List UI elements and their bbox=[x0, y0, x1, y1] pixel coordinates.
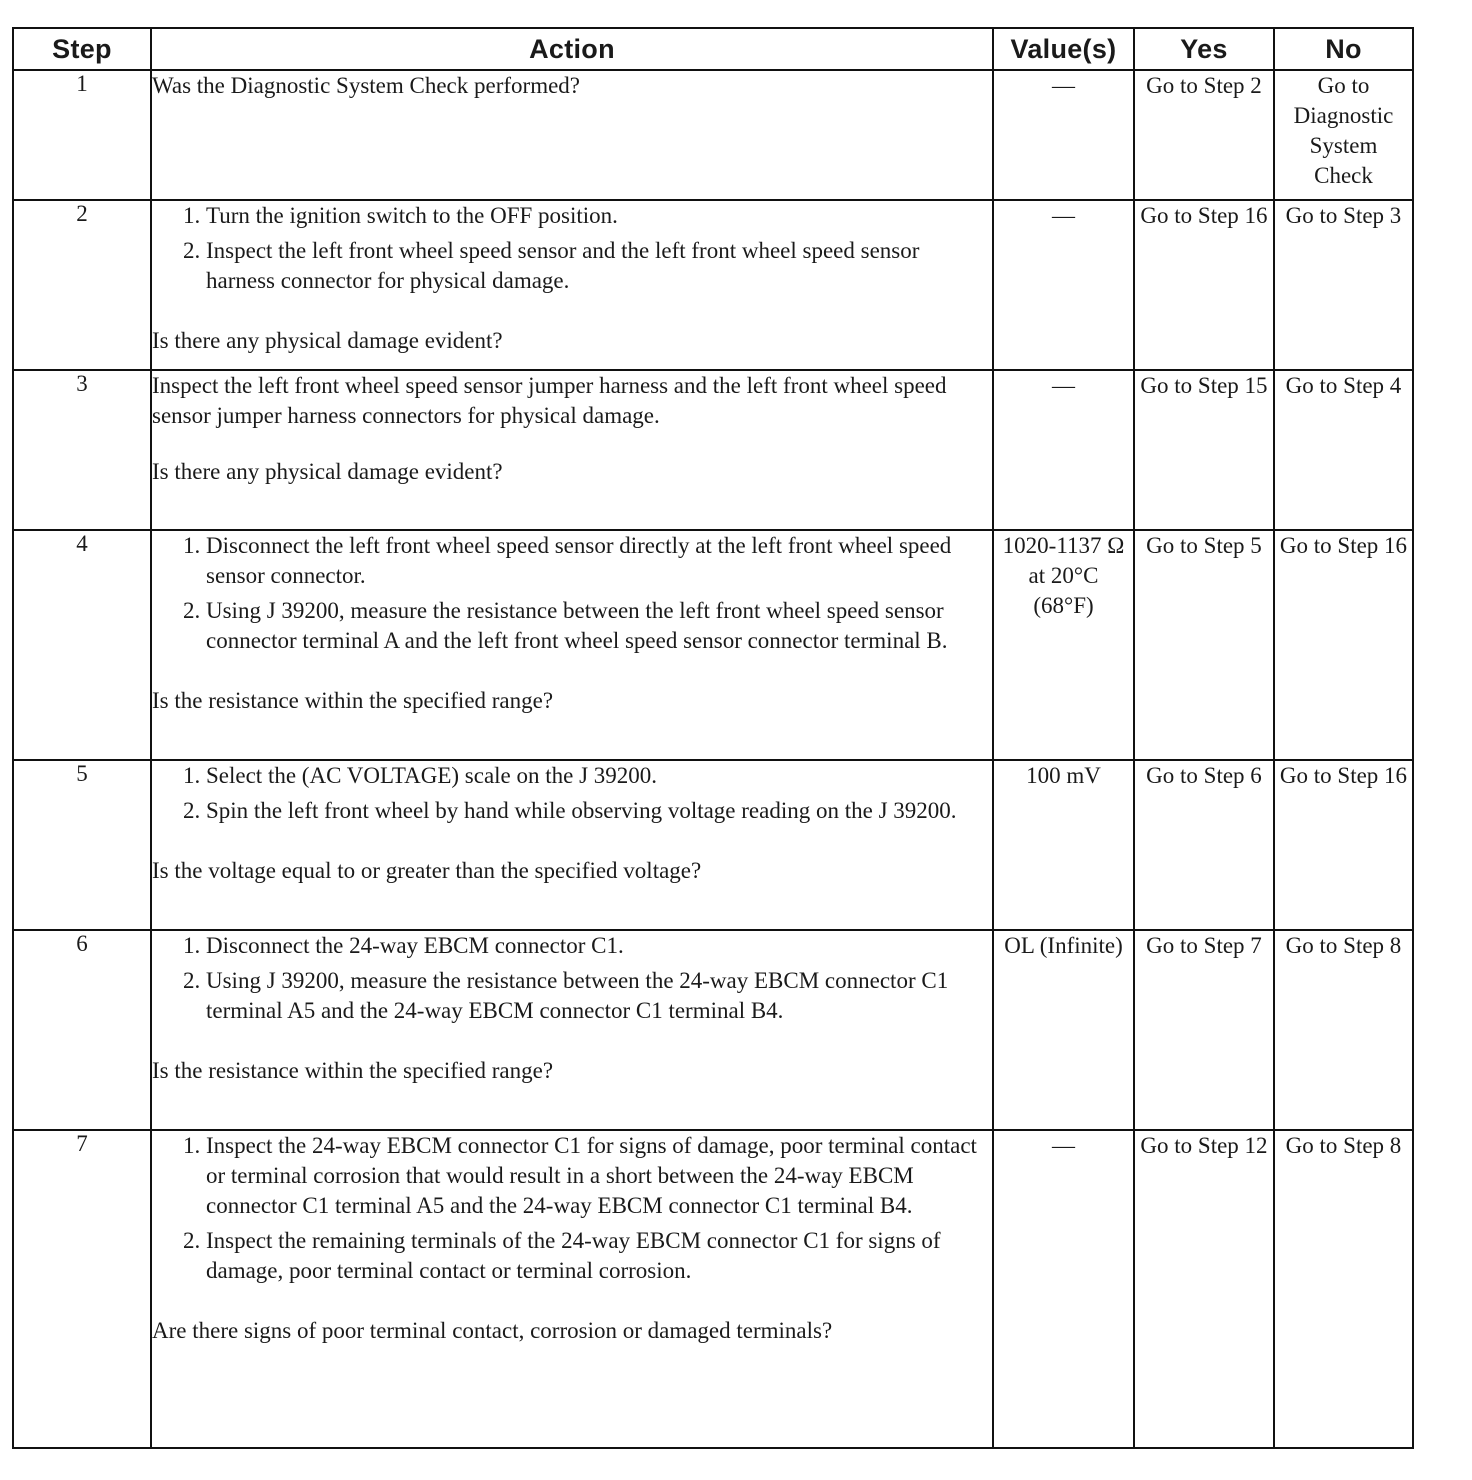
step-number: 4 bbox=[13, 530, 151, 760]
header-action: Action bbox=[151, 28, 993, 70]
action-question: Was the Diagnostic System Check performed? bbox=[152, 73, 581, 98]
action-step-item: 2. Using J 39200, measure the resistance between the left front wheel speed sensor connector terminal A and the left front wheel speed sensor connector terminal B. bbox=[206, 596, 992, 656]
action-step-item: 1. Disconnect the 24-way EBCM connector C1. bbox=[206, 931, 992, 961]
no-cell: Go to Step 16 bbox=[1274, 530, 1413, 760]
header-row bbox=[13, 28, 1413, 70]
header-no: No bbox=[1274, 28, 1413, 70]
yes-cell: Go to Step 15 bbox=[1134, 370, 1274, 530]
step-number: 7 bbox=[13, 1130, 151, 1448]
action-steps bbox=[152, 531, 992, 656]
action-intro: Inspect the left front wheel speed sensor jumper harness and the left front wheel speed sensor jumper harness connectors for physical damage. bbox=[152, 373, 947, 428]
action-step-item: 1. Select the (AC VOLTAGE) scale on the J 39200. bbox=[206, 761, 992, 791]
table-row bbox=[13, 760, 1413, 930]
action-question: Is the resistance within the specified range? bbox=[152, 1058, 554, 1083]
no-cell: Go to Step 8 bbox=[1274, 1130, 1413, 1448]
action-question: Is there any physical damage evident? bbox=[152, 328, 503, 353]
diagnostic-table bbox=[12, 27, 1414, 1449]
yes-cell: Go to Step 5 bbox=[1134, 530, 1274, 760]
yes-cell: Go to Step 12 bbox=[1134, 1130, 1274, 1448]
action-steps bbox=[152, 931, 992, 1026]
yes-cell: Go to Step 6 bbox=[1134, 760, 1274, 930]
action-step-item: 1. Turn the ignition switch to the OFF position. bbox=[206, 201, 992, 231]
action-steps bbox=[152, 761, 992, 826]
action-cell bbox=[151, 760, 993, 930]
no-cell: Go to Step 8 bbox=[1274, 930, 1413, 1130]
value-cell: — bbox=[993, 70, 1134, 200]
action-question: Is there any physical damage evident? bbox=[152, 459, 503, 484]
no-cell: Go to Diagnostic System Check bbox=[1274, 70, 1413, 200]
action-cell bbox=[151, 70, 993, 200]
action-step-item: 1. Disconnect the left front wheel speed sensor directly at the left front wheel speed sensor connector. bbox=[206, 531, 992, 591]
header-yes: Yes bbox=[1134, 28, 1274, 70]
table-row bbox=[13, 200, 1413, 370]
step-number: 5 bbox=[13, 760, 151, 930]
action-steps bbox=[152, 201, 992, 296]
table-row bbox=[13, 530, 1413, 760]
action-cell bbox=[151, 370, 993, 530]
action-step-item: 2. Inspect the left front wheel speed sensor and the left front wheel speed sensor harness connector for physical damage. bbox=[206, 236, 992, 296]
action-step-item: 2. Spin the left front wheel by hand while observing voltage reading on the J 39200. bbox=[206, 796, 992, 826]
action-cell bbox=[151, 200, 993, 370]
action-question: Is the voltage equal to or greater than the specified voltage? bbox=[152, 858, 702, 883]
header-values: Value(s) bbox=[993, 28, 1134, 70]
table-row bbox=[13, 1130, 1413, 1448]
action-question: Are there signs of poor terminal contact, corrosion or damaged terminals? bbox=[152, 1318, 833, 1343]
step-number: 6 bbox=[13, 930, 151, 1130]
table-row bbox=[13, 930, 1413, 1130]
action-steps bbox=[152, 1131, 992, 1286]
action-cell bbox=[151, 530, 993, 760]
yes-cell: Go to Step 7 bbox=[1134, 930, 1274, 1130]
value-cell: — bbox=[993, 370, 1134, 530]
header-step: Step bbox=[13, 28, 151, 70]
step-number: 2 bbox=[13, 200, 151, 370]
step-number: 3 bbox=[13, 370, 151, 530]
action-cell bbox=[151, 930, 993, 1130]
value-cell: 1020-1137 Ω at 20°C (68°F) bbox=[993, 530, 1134, 760]
value-cell: — bbox=[993, 200, 1134, 370]
action-step-item: 1. Inspect the 24-way EBCM connector C1 for signs of damage, poor terminal contact or terminal corrosion that would result in a short between the 24-way EBCM connector C1 terminal A5 and the 24-way EBCM connector C1 terminal B4. bbox=[206, 1131, 992, 1221]
value-cell: — bbox=[993, 1130, 1134, 1448]
table-row bbox=[13, 370, 1413, 530]
action-cell bbox=[151, 1130, 993, 1448]
action-step-item: 2. Inspect the remaining terminals of the 24-way EBCM connector C1 for signs of damage, poor terminal contact or terminal corrosion. bbox=[206, 1226, 992, 1286]
no-cell: Go to Step 16 bbox=[1274, 760, 1413, 930]
no-cell: Go to Step 4 bbox=[1274, 370, 1413, 530]
action-question: Is the resistance within the specified range? bbox=[152, 688, 554, 713]
value-cell: 100 mV bbox=[993, 760, 1134, 930]
table-row bbox=[13, 70, 1413, 200]
yes-cell: Go to Step 2 bbox=[1134, 70, 1274, 200]
no-cell: Go to Step 3 bbox=[1274, 200, 1413, 370]
action-step-item: 2. Using J 39200, measure the resistance between the 24-way EBCM connector C1 terminal A5 and the 24-way EBCM connector C1 terminal B4. bbox=[206, 966, 992, 1026]
yes-cell: Go to Step 16 bbox=[1134, 200, 1274, 370]
step-number: 1 bbox=[13, 70, 151, 200]
value-cell: OL (Infinite) bbox=[993, 930, 1134, 1130]
